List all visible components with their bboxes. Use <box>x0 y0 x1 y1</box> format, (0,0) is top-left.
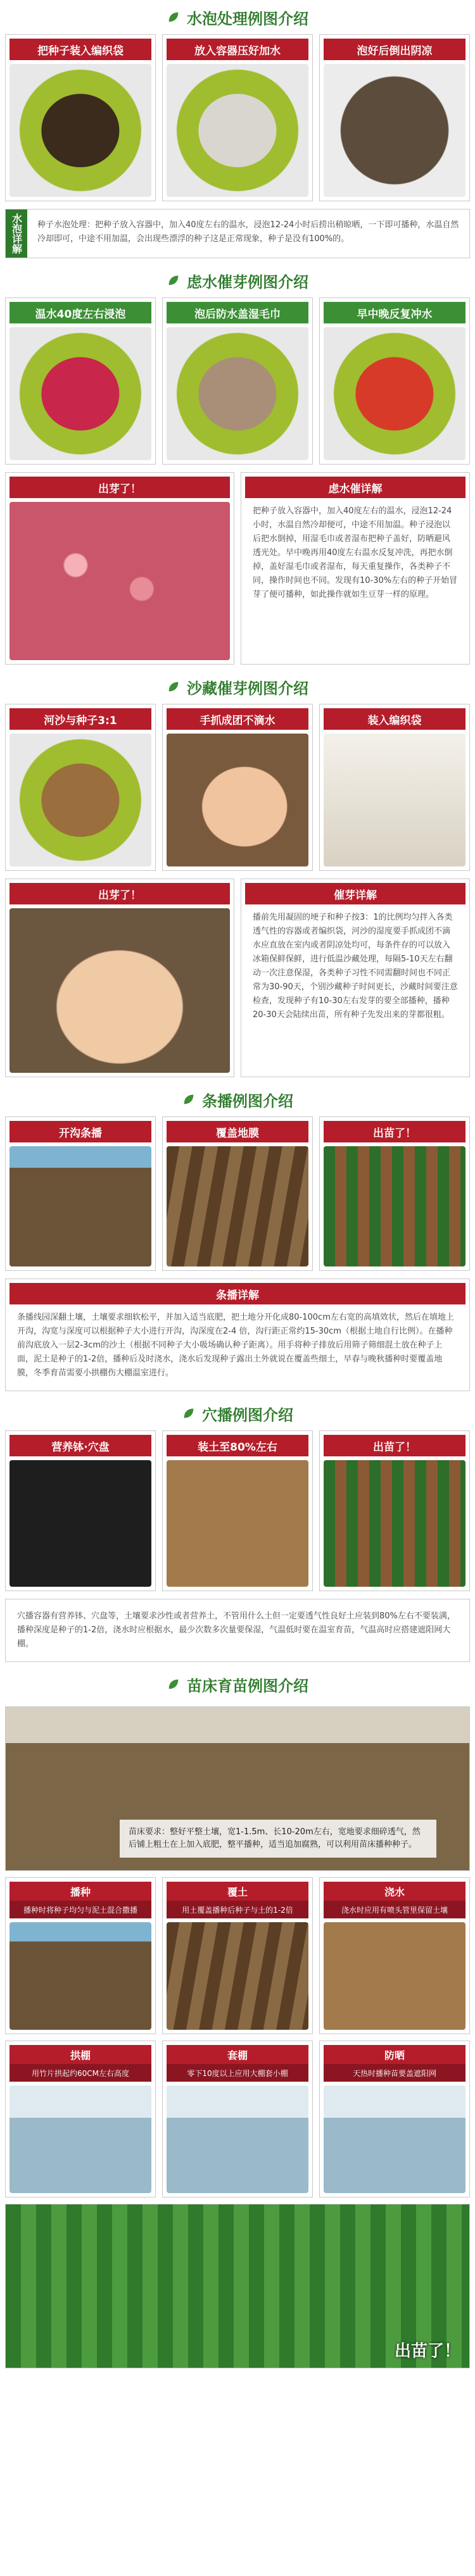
photo <box>324 2085 466 2193</box>
step-label: 覆土 <box>167 1882 308 1901</box>
leaf-icon <box>167 10 180 24</box>
photo <box>167 1922 308 2030</box>
bed-step-card <box>319 2041 470 2198</box>
photo <box>324 327 466 460</box>
step-sub: 天热时播种苗要盖遮阳网 <box>324 2064 466 2082</box>
side-tag: 水泡详解 <box>6 209 27 258</box>
leaf-icon <box>182 1406 196 1420</box>
step-label: 拱棚 <box>10 2045 151 2064</box>
soak-images <box>5 34 470 201</box>
photo <box>10 1460 151 1587</box>
detail-text: 条播线园深翻土壤，土壤要求细软松平，并加入适当底肥，把土地分开化成80-100cm左右宽的高填效状，然后在填地上开沟，沟宽与深度可以根据种子大小进行开沟，沟深度在2-4 倍，沟行距正常约15-30cm（根据土地自行比例）。在播种前沟底放入一层2-3cm的沙土（根据不同种子大小吸场确认种子距离）。用手将种子排放后用筛子筛细混土放在种子上面，泥土是种子的1-2倍，播种后及时浇水，浇水后发现种子露出土外就说在覆盖些细土，早春与晚秋播种时要覆盖地膜，冬季育苗需要小拱棚伤大棚温室进行。 <box>17 1313 454 1378</box>
drill-detail <box>5 1279 470 1391</box>
detail-text: 穴播容器有营养钵、穴盘等，土壤要求沙性或者营养土，不管用什么土但一定要透气性良好土应装到80%左右不要装满，播种深度是种子的1-2倍，浇水时应根据水，最少次数多次量要保湿，气温低时要在温室育苗，气温高时应搭建遮阳网大棚。 <box>17 1611 455 1649</box>
photo <box>10 502 230 660</box>
leaf-icon <box>167 1677 180 1691</box>
germinate-image-card <box>5 297 156 465</box>
drill-images <box>5 1116 470 1271</box>
photo <box>10 1146 151 1266</box>
photo <box>167 327 308 460</box>
photo <box>10 908 230 1073</box>
step-sub: 用竹片拱起约60CM左右高度 <box>10 2064 151 2082</box>
section-title-bed <box>5 1667 470 1701</box>
image-label: 装入编织袋 <box>324 708 466 730</box>
image-label: 开沟条播 <box>10 1121 151 1142</box>
step-label: 浇水 <box>324 1882 466 1901</box>
hole-images <box>5 1430 470 1591</box>
germinate-detail <box>5 472 470 665</box>
image-label: 营养钵·穴盘 <box>10 1435 151 1456</box>
leaf-icon <box>167 273 180 287</box>
hole-image-card <box>5 1430 156 1591</box>
bed-caption: 苗床要求：整好平整土壤，宽1-1.5m、长10-20m左右，宽地要求细碎透气，然后铺上粗土在上加入底肥，整平播种，适当追加腐熟，可以利用苗床播种种子。 <box>120 1820 436 1858</box>
sand-detail <box>5 878 470 1077</box>
bed-title: 苗床育苗例图介绍 <box>187 1676 308 1695</box>
photo <box>324 64 466 197</box>
photo <box>167 64 308 197</box>
step-label: 防晒 <box>324 2045 466 2064</box>
bed-step-card <box>5 1877 156 2034</box>
bed-steps-row2 <box>5 2041 470 2198</box>
soak-title: 水泡处理例图介绍 <box>187 9 308 28</box>
section-title-sand <box>5 670 470 704</box>
section-title-drill <box>5 1082 470 1116</box>
photo <box>10 64 151 197</box>
hole-image-card <box>319 1430 470 1591</box>
step-sub: 浇水时应用有喷头管里保留土壤 <box>324 1901 466 1918</box>
leaf-icon <box>167 680 180 694</box>
image-label: 手抓成团不滴水 <box>167 708 308 730</box>
drill-image-card <box>319 1116 470 1271</box>
sprout-panel <box>5 472 234 665</box>
step-label: 套棚 <box>167 2045 308 2064</box>
leaf-icon <box>182 1092 196 1106</box>
panel-title: 虑水催详解 <box>245 477 466 498</box>
panel-title: 出芽了！ <box>10 883 230 904</box>
image-label: 把种子装入编织袋 <box>10 39 151 60</box>
image-label: 出苗了！ <box>324 1435 466 1456</box>
section-title-hole <box>5 1396 470 1430</box>
panel-title: 条播详解 <box>10 1283 466 1304</box>
hole-image-card <box>162 1430 313 1591</box>
step-sub: 播种时将种子均匀与泥土混合撒播 <box>10 1901 151 1918</box>
sand-image-card <box>319 704 470 871</box>
image-label: 放入容器压好加水 <box>167 39 308 60</box>
detail-text: 把种子放入容器中，加入40度左右的温水，浸泡12-24小时，水温自然冷却便可，中途不用加温。种子浸泡以后把水倒掉，用湿毛巾或者湿布把种子盖好，防晒避风透光处。早中晚再用40度左右温水反复冲洗，再把水倒掉，盖好湿毛巾或者湿布，每天重复操作，各类种子不同，操作时间也不同。发现有10-30%左右的种子开始冒芽了便可播种，如此操作就如生豆芽一样的原理。 <box>253 506 458 599</box>
germinate-image-card <box>162 297 313 465</box>
bed-step-card <box>5 2041 156 2198</box>
photo <box>324 1146 466 1266</box>
soak-image-card <box>5 34 156 201</box>
photo <box>324 1922 466 2030</box>
soak-image-card <box>319 34 470 201</box>
germinate-image-card <box>319 297 470 465</box>
sand-image-card <box>162 704 313 871</box>
photo <box>10 327 151 460</box>
hole-detail <box>5 1599 470 1662</box>
drill-image-card <box>162 1116 313 1271</box>
photo <box>167 2085 308 2193</box>
photo <box>167 734 308 866</box>
bed-steps-row1 <box>5 1877 470 2034</box>
photo <box>10 2085 151 2193</box>
section-title-soak <box>5 0 470 34</box>
sand-image-card <box>5 704 156 871</box>
drill-image-card <box>5 1116 156 1271</box>
bed-step-card <box>162 2041 313 2198</box>
bed-top-photo <box>5 1706 470 1871</box>
photo <box>167 1460 308 1587</box>
image-label: 覆盖地膜 <box>167 1121 308 1142</box>
soak-image-card <box>162 34 313 201</box>
section-title-germinate <box>5 263 470 297</box>
image-label: 河沙与种子3:1 <box>10 708 151 730</box>
drill-title: 条播例图介绍 <box>202 1091 293 1110</box>
soak-detail <box>5 209 470 258</box>
germinate-images <box>5 297 470 465</box>
detail-text: 播前先用凝固的埂子和种子按3：1的比例均匀拌入各类透气性的容器或者编织袋，河沙的湿度要手抓成团不滴水应直放在室内或者阴凉处均可，每条件存的可以放入冰箱保鲜保鲜，进行低温沙藏处理，每隔5-10天左右翻动一次注意保湿，各类种子习性不同需翻时间也不同正常为30-90天，个别沙藏种子时间更长，沙藏时间要注意检查，发现种子有10-30左右发芽的要全部播种，播种20-30天会陆续出苗，所有种子先发出来的芽都很粗。 <box>253 913 458 1020</box>
image-label: 泡好后倒出阴凉 <box>324 39 466 60</box>
detail-text: 种子水泡处理：把种子放入容器中，加入40度左右的温水，浸泡12-24小时后捞出稍晾晒，一下即可播种，水温自然冷却即可，中途不用加温，会出现些漂浮的种子这是正常现象，种子是没有100%的。 <box>37 220 459 244</box>
bed-final-photo <box>5 2204 470 2368</box>
image-label: 装土至80%左右 <box>167 1435 308 1456</box>
detail-panel <box>241 472 470 665</box>
step-label: 播种 <box>10 1882 151 1901</box>
image-label: 泡后防水盖湿毛巾 <box>167 302 308 323</box>
image-label: 出苗了！ <box>324 1121 466 1142</box>
bed-step-card <box>319 1877 470 2034</box>
germinate-title: 虑水催芽例图介绍 <box>187 272 308 291</box>
image-label: 温水40度左右浸泡 <box>10 302 151 323</box>
detail-panel <box>241 878 470 1077</box>
sand-title: 沙藏催芽例图介绍 <box>187 678 308 697</box>
sprout-panel <box>5 878 234 1077</box>
final-caption: 出苗了！ <box>394 2342 460 2361</box>
hole-title: 穴播例图介绍 <box>202 1405 293 1424</box>
photo <box>167 1146 308 1266</box>
panel-title: 出芽了！ <box>10 477 230 498</box>
panel-title: 催芽详解 <box>245 883 466 904</box>
sand-images <box>5 704 470 871</box>
photo <box>324 734 466 866</box>
step-sub: 用土覆盖播种后种子与土的1-2倍 <box>167 1901 308 1918</box>
image-label: 早中晚反复冲水 <box>324 302 466 323</box>
step-sub: 零下10度以上应用大棚套小棚 <box>167 2064 308 2082</box>
photo <box>324 1460 466 1587</box>
photo <box>10 1922 151 2030</box>
photo <box>10 734 151 866</box>
bed-step-card <box>162 1877 313 2034</box>
